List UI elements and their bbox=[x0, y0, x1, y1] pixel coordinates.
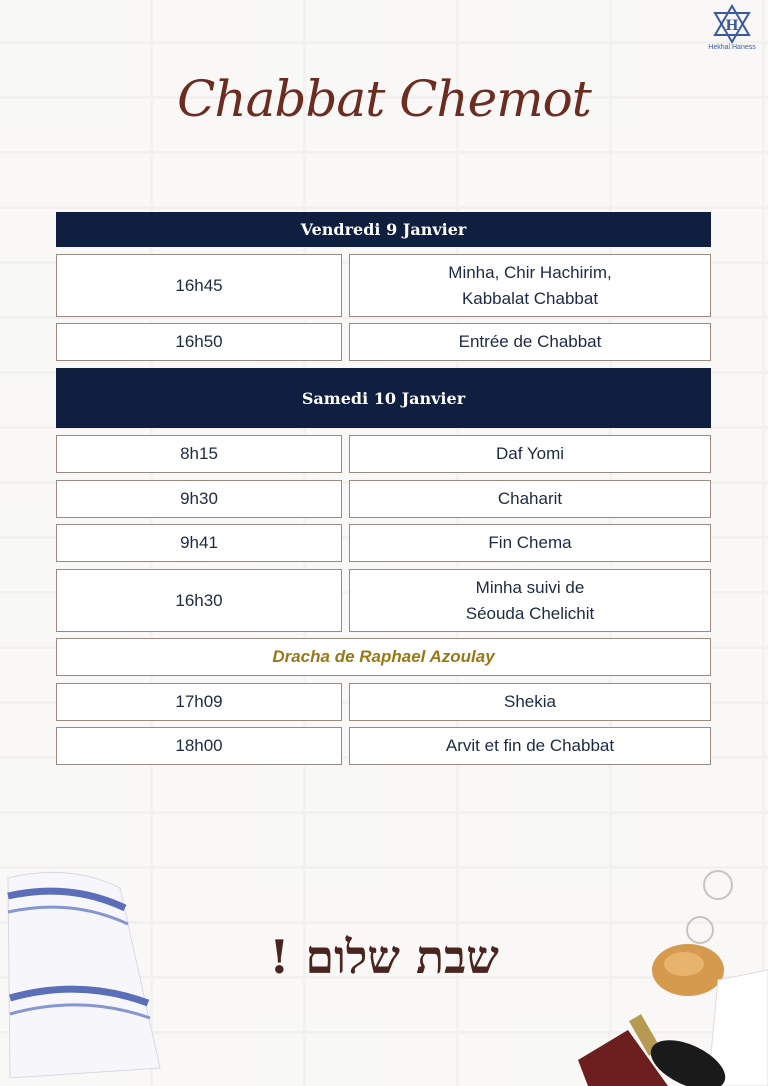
label-cell: Arvit et fin de Chabbat bbox=[349, 727, 711, 765]
table-row bbox=[56, 683, 711, 721]
table-row bbox=[56, 480, 711, 518]
svg-text:H: H bbox=[725, 18, 739, 34]
logo-text: Hekhal Haness bbox=[708, 44, 756, 51]
label-line: Kabbalat Chabbat bbox=[461, 288, 599, 308]
time-cell: 17h09 bbox=[56, 683, 342, 721]
page-title: Chabbat Chemot bbox=[177, 70, 591, 128]
label-cell: Chaharit bbox=[349, 480, 711, 518]
table-row bbox=[56, 638, 711, 676]
time-cell: 16h50 bbox=[56, 323, 342, 361]
table-row bbox=[56, 569, 711, 632]
table-row bbox=[56, 435, 711, 473]
time-cell: 16h45 bbox=[56, 254, 342, 317]
time-cell: 8h15 bbox=[56, 435, 342, 473]
label-cell bbox=[349, 569, 711, 632]
time-cell: 9h30 bbox=[56, 480, 342, 518]
time-cell: 16h30 bbox=[56, 569, 342, 632]
time-cell: 18h00 bbox=[56, 727, 342, 765]
label-line: Séouda Chelichit bbox=[465, 603, 595, 623]
label-cell: Shekia bbox=[349, 683, 711, 721]
hekhal-haness-logo bbox=[704, 4, 760, 52]
time-cell: 9h41 bbox=[56, 524, 342, 562]
star-of-david-icon bbox=[712, 4, 752, 44]
label-cell: Fin Chema bbox=[349, 524, 711, 562]
friday-header: Vendredi 9 Janvier bbox=[56, 212, 711, 247]
label-line: Minha, Chir Hachirim, bbox=[448, 262, 612, 282]
shabbat-shalom-greeting: שבת שלום ! bbox=[269, 930, 499, 984]
label-line: Minha suivi de bbox=[475, 577, 585, 597]
table-row bbox=[56, 727, 711, 765]
table-row bbox=[56, 323, 711, 361]
label-cell: Daf Yomi bbox=[349, 435, 711, 473]
drasha-cell: Dracha de Raphael Azoulay bbox=[56, 638, 711, 676]
label-cell: Entrée de Chabbat bbox=[349, 323, 711, 361]
label-cell bbox=[349, 254, 711, 317]
table-row bbox=[56, 524, 711, 562]
table-row bbox=[56, 254, 711, 317]
saturday-header: Samedi 10 Janvier bbox=[56, 368, 711, 428]
